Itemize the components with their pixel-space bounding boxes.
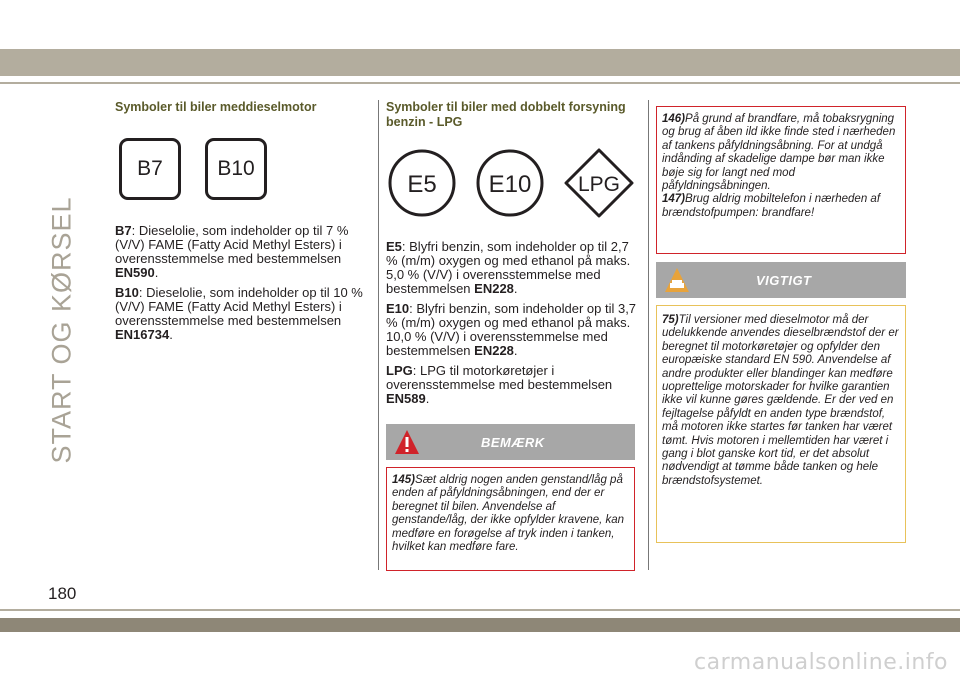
e10-label: E10 (386, 301, 410, 316)
note-147-text (662, 193, 899, 220)
b10-symbol-text: B10 (217, 157, 255, 180)
lpg-heading-line1: Symboler til biler med dobbelt forsyning (386, 100, 626, 114)
note-147-body: Brug aldrig mobiltelefon i nærheden af brændstofpumpen: brandfare! (662, 193, 881, 219)
note-146-body: På grund af brandfare, må tobaksrygning og brug af åben ild ikke finde sted i nærheden af tankens påfyldningsåbning. For at undgå indånding af skadelige dampe bør man ikke bøje sig for langt ned mod påfyldningsåbningen. (662, 113, 896, 193)
b10-text: : Dieselolie, som indeholder op til 10 % (V/V) FAME (Fatty Acid Methyl Esters) i overensstemmelse med bestemmelsen (115, 285, 363, 328)
b10-symbol (205, 138, 267, 200)
e10-description (386, 302, 638, 358)
lpg-end: . (425, 391, 430, 406)
lpg-label: LPG (386, 363, 413, 378)
section-side-label: START OG KØRSEL (46, 196, 77, 464)
important-header (656, 262, 906, 298)
lpg-heading-line2: benzin - LPG (386, 115, 463, 129)
note-box-145 (386, 467, 635, 571)
warning-icon (664, 267, 690, 293)
alert-icon (394, 429, 420, 455)
important-75-number: 75) (662, 314, 679, 326)
b7-text: : Dieselolie, som indeholder op til 7 % (V/V) FAME (Fatty Acid Methyl Esters) i overensstemmelse med bestemmelsen (115, 223, 349, 266)
e10-symbol-text: E10 (488, 171, 532, 198)
column-divider (378, 100, 379, 570)
lpg-description (386, 364, 638, 406)
b10-description (115, 286, 370, 342)
watermark: carmanualsonline.info (694, 650, 948, 675)
important-75-body: Til versioner med dieselmotor må der udelukkende anvendes dieselbrændstof der er beregnet til motorkøretøjer og opfylder den europæiske standard EN 590. Anvendelse af andre produkter eller blandinger kan medføre uoprettelige motorskader for hvilke garantien ikke vil kunne gøres gældende. Er der ved en fejltagelse påfyldt en anden type brændstof, må motoren ikke startes før tanken har været tømt. Hvis motoren i mellemtiden har været i gang i blot ganske kort tid, er det absolut nødvendigt at tømme både tanken og hele brændstofsystemet. (662, 314, 899, 487)
e5-end: . (513, 281, 518, 296)
b7-symbol-text: B7 (137, 157, 163, 180)
lpg-ref: EN589 (386, 391, 426, 406)
b7-end: . (154, 265, 159, 280)
top-band (0, 49, 960, 76)
e10-text: : Blyfri benzin, som indeholder op til 3,7 % (m/m) oxygen og med ethanol på maks. 10,0 % (V/V) i overensstemmelse med bestemmelsen (386, 301, 637, 358)
e5-ref: EN228 (474, 281, 514, 296)
petrol-lpg-symbol-row (386, 148, 640, 218)
petrol-lpg-descriptions (386, 240, 638, 412)
b7-label: B7 (115, 223, 132, 238)
important-title: VIGTIGT (756, 273, 812, 288)
e5-description (386, 240, 638, 296)
b10-end: . (169, 327, 173, 342)
note-145-number: 145) (392, 474, 416, 486)
note-145-body: Sæt aldrig nogen anden genstand/låg på enden af påfyldningsåbningen, end der er beregnet til bilen. Anvendelse af genstande/låg, der ikke opfylder kravene, kan medføre en forøgelse af tryk inden i tanken, hvilket kan medføre fare. (392, 474, 625, 554)
b10-label: B10 (115, 285, 139, 300)
page-number: 180 (48, 584, 77, 603)
bottom-band (0, 618, 960, 632)
b7-symbol (119, 138, 181, 200)
b7-description (115, 224, 370, 280)
b7-ref: EN590 (115, 265, 155, 280)
e5-symbol (390, 151, 454, 215)
top-rule (0, 82, 960, 84)
note-title: BEMÆRK (481, 435, 545, 450)
e5-symbol-text: E5 (407, 171, 437, 198)
note-146-number: 146) (662, 113, 686, 125)
diesel-descriptions (115, 224, 370, 348)
note-145-text (392, 474, 628, 554)
lpg-symbol-text: LPG (577, 173, 621, 196)
e10-end: . (513, 343, 518, 358)
note-147-number: 147) (662, 193, 686, 206)
column-petrol-lpg-symbols (386, 100, 638, 130)
important-box-75 (656, 305, 906, 543)
column-divider (648, 100, 649, 570)
e10-ref: EN228 (474, 343, 514, 358)
important-75-text (662, 314, 899, 488)
bottom-rule (0, 609, 960, 611)
note-header (386, 424, 635, 460)
lpg-symbol (566, 150, 632, 216)
b10-ref: EN16734 (115, 327, 170, 342)
note-146-text (662, 113, 899, 193)
e10-symbol (478, 151, 542, 215)
e5-text: : Blyfri benzin, som indeholder op til 2,7 % (m/m) oxygen og med ethanol på maks. 5,0 % (V/V) i overensstemmelse med bestemmelsen (386, 239, 631, 296)
column-diesel-symbols (115, 100, 370, 115)
lpg-text: : LPG til motorkøretøjer i overensstemmelse med bestemmelsen (386, 363, 613, 392)
diesel-heading: Symboler til biler meddieselmotor (115, 100, 317, 114)
e5-label: E5 (386, 239, 402, 254)
note-box-146-147 (656, 106, 906, 254)
